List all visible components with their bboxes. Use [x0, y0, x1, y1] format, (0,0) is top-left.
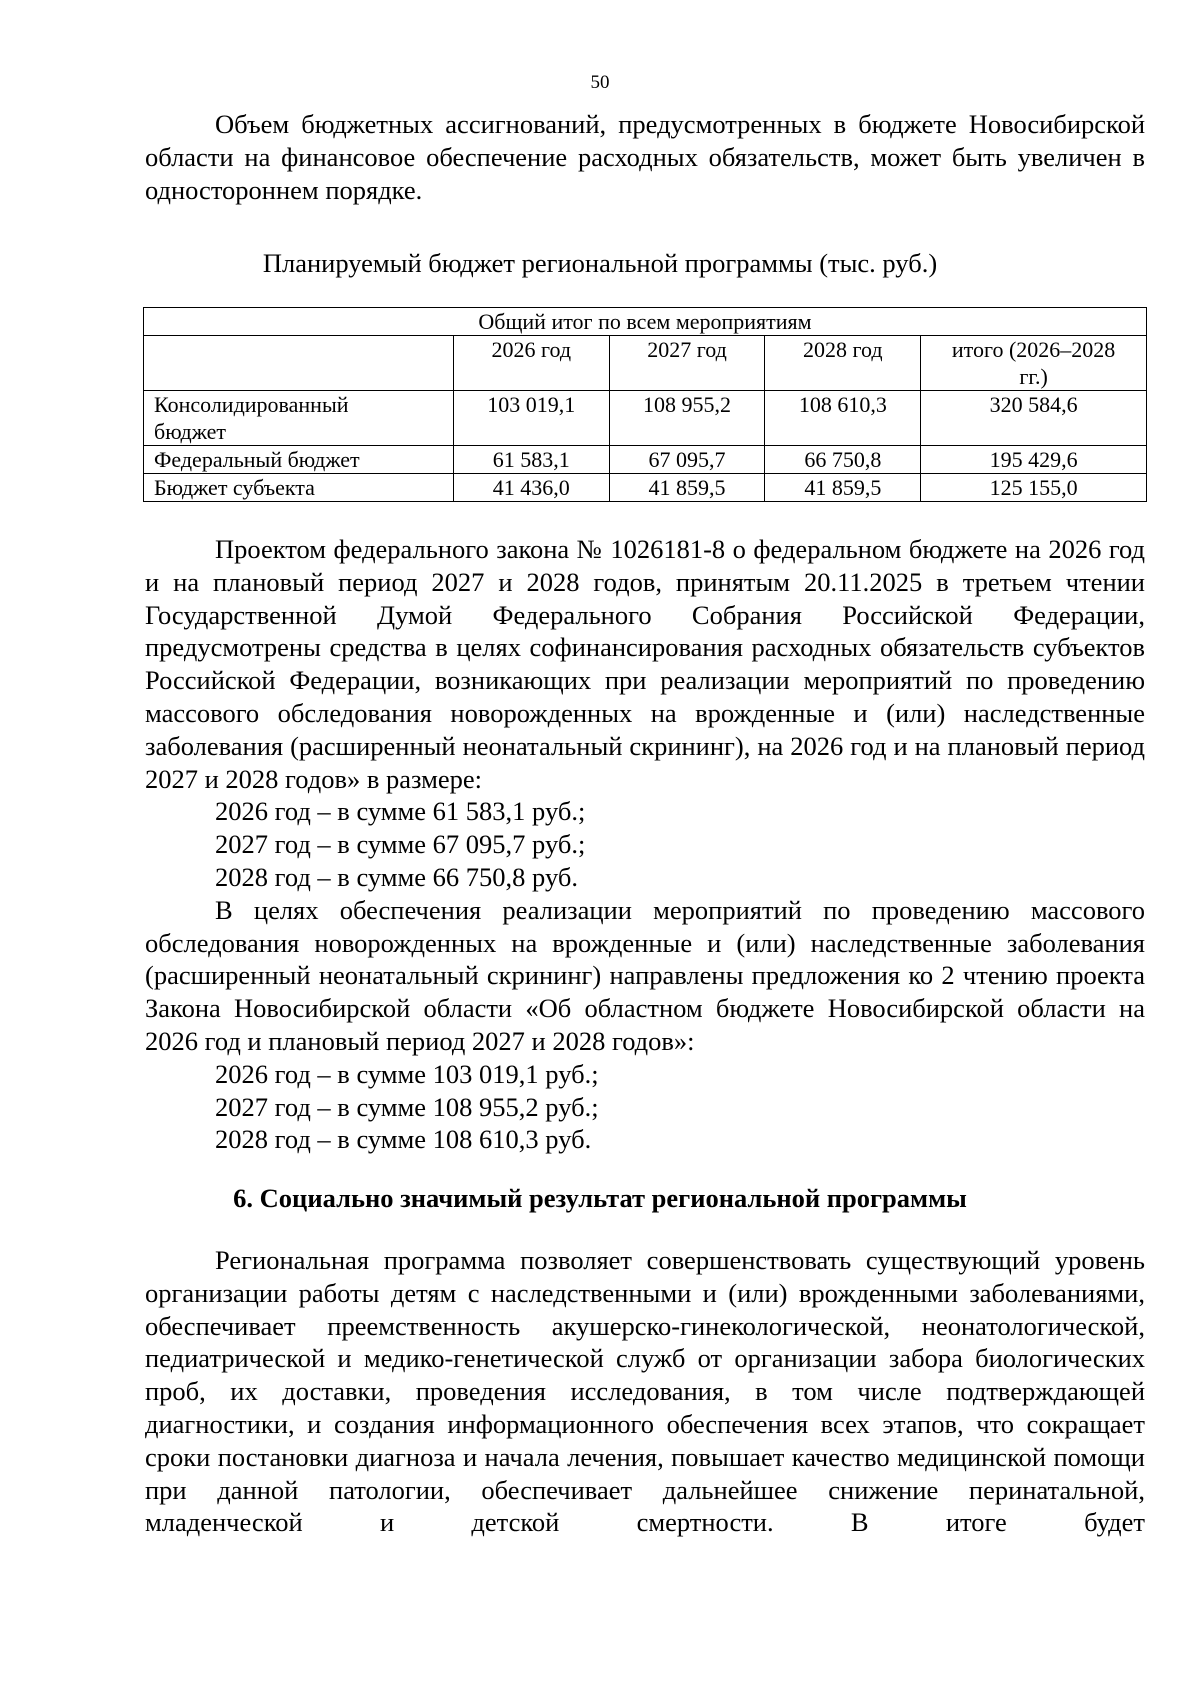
cell-value: 320 584,6: [921, 391, 1147, 446]
cell-value: 67 095,7: [609, 446, 765, 474]
table-header-empty: [144, 336, 454, 391]
cell-value: 108 955,2: [609, 391, 765, 446]
table-row: [144, 446, 1147, 474]
budget-table: [143, 307, 1147, 502]
table-header-row: [144, 336, 1147, 391]
section-paragraph: Региональная программа позволяет совершенствовать существующий уровень организации работы детям с наследственными и (или) врожденными заболеваниями, обеспечивает преемственность акушерско-гинекологической, неонатологической, педиатрической и медико-генетической служб от организации забора биологических проб, их доставки, проведения исследования, в том числе подтверждающей диагностики, и создания информационного обеспечения всех этапов, что сокращает сроки постановки диагноза и начала лечения, повышает качество медицинской помощи при данной патологии, обеспечивает дальнейшее снижение перинатальной, младенческой и детской смертности. В итоге будет: [145, 1245, 1145, 1538]
federal-paragraph: Проектом федерального закона № 1026181-8 о федеральном бюджете на 2026 год и на плановый период 2027 и 2028 годов, принятым 20.11.2025 в третьем чтении Государственной Думой Федерального Собрания Российской Федерации, предусмотрены средства в целях софинансирования расходных обязательств субъектов Российской Федерации, возникающих при реализации мероприятий по проведению массового обследования новорожденных на врожденные и (или) наследственные заболевания (расширенный неонатальный скрининг), на 2026 год и на плановый период 2027 и 2028 годов» в размере:: [145, 534, 1145, 794]
regional-amount: 2026 год – в сумме 103 019,1 руб.;: [215, 1058, 599, 1089]
cell-value: 41 436,0: [453, 474, 609, 502]
row-label: Бюджет субъекта: [144, 474, 454, 502]
column-header: 2028 год: [765, 336, 921, 391]
cell-value: 41 859,5: [609, 474, 765, 502]
table-row: [144, 474, 1147, 502]
regional-paragraph: В целях обеспечения реализации мероприятий по проведению массового обследования новорожденных на врожденные и (или) наследственные заболевания (расширенный неонатальный скрининг) направлены предложения ко 2 чтению проекта Закона Новосибирской области «Об областном бюджете Новосибирской области на 2026 год и плановый период 2027 и 2028 годов»:: [145, 894, 1145, 1056]
table-group-header-row: [144, 308, 1147, 336]
column-header-total: [921, 336, 1147, 391]
column-header: 2026 год: [453, 336, 609, 391]
cell-value: 61 583,1: [453, 446, 609, 474]
column-header-total-text: итого (2026–2028 гг.): [951, 337, 1116, 389]
row-label: Федеральный бюджет: [144, 446, 454, 474]
federal-amount: 2028 год – в сумме 66 750,8 руб.: [215, 861, 578, 892]
cell-value: 41 859,5: [765, 474, 921, 502]
table-caption: Планируемый бюджет региональной программы (тыс. руб.): [262, 248, 938, 278]
page-number: 50: [590, 72, 610, 93]
cell-value: 125 155,0: [921, 474, 1147, 502]
regional-amount: 2027 год – в сумме 108 955,2 руб.;: [215, 1091, 599, 1122]
federal-block: [145, 533, 1145, 1156]
federal-amount: 2026 год – в сумме 61 583,1 руб.;: [215, 796, 586, 827]
regional-amount: 2028 год – в сумме 108 610,3 руб.: [215, 1124, 592, 1155]
intro-paragraph: Объем бюджетных ассигнований, предусмотренных в бюджете Новосибирской области на финансовое обеспечение расходных обязательств, может быть увеличен в одностороннем порядке.: [145, 109, 1145, 205]
section-heading: 6. Социально значимый результат региональной программы: [233, 1183, 967, 1213]
table-row: [144, 391, 1147, 446]
cell-value: 108 610,3: [765, 391, 921, 446]
intro-block: [145, 108, 1145, 206]
table-group-header: Общий итог по всем мероприятиям: [144, 308, 1147, 336]
cell-value: 195 429,6: [921, 446, 1147, 474]
cell-value: 103 019,1: [453, 391, 609, 446]
section-block: [145, 1244, 1145, 1539]
cell-value: 66 750,8: [765, 446, 921, 474]
column-header: 2027 год: [609, 336, 765, 391]
row-label: Консолидированный бюджет: [144, 391, 454, 446]
federal-amount: 2027 год – в сумме 67 095,7 руб.;: [215, 829, 586, 860]
